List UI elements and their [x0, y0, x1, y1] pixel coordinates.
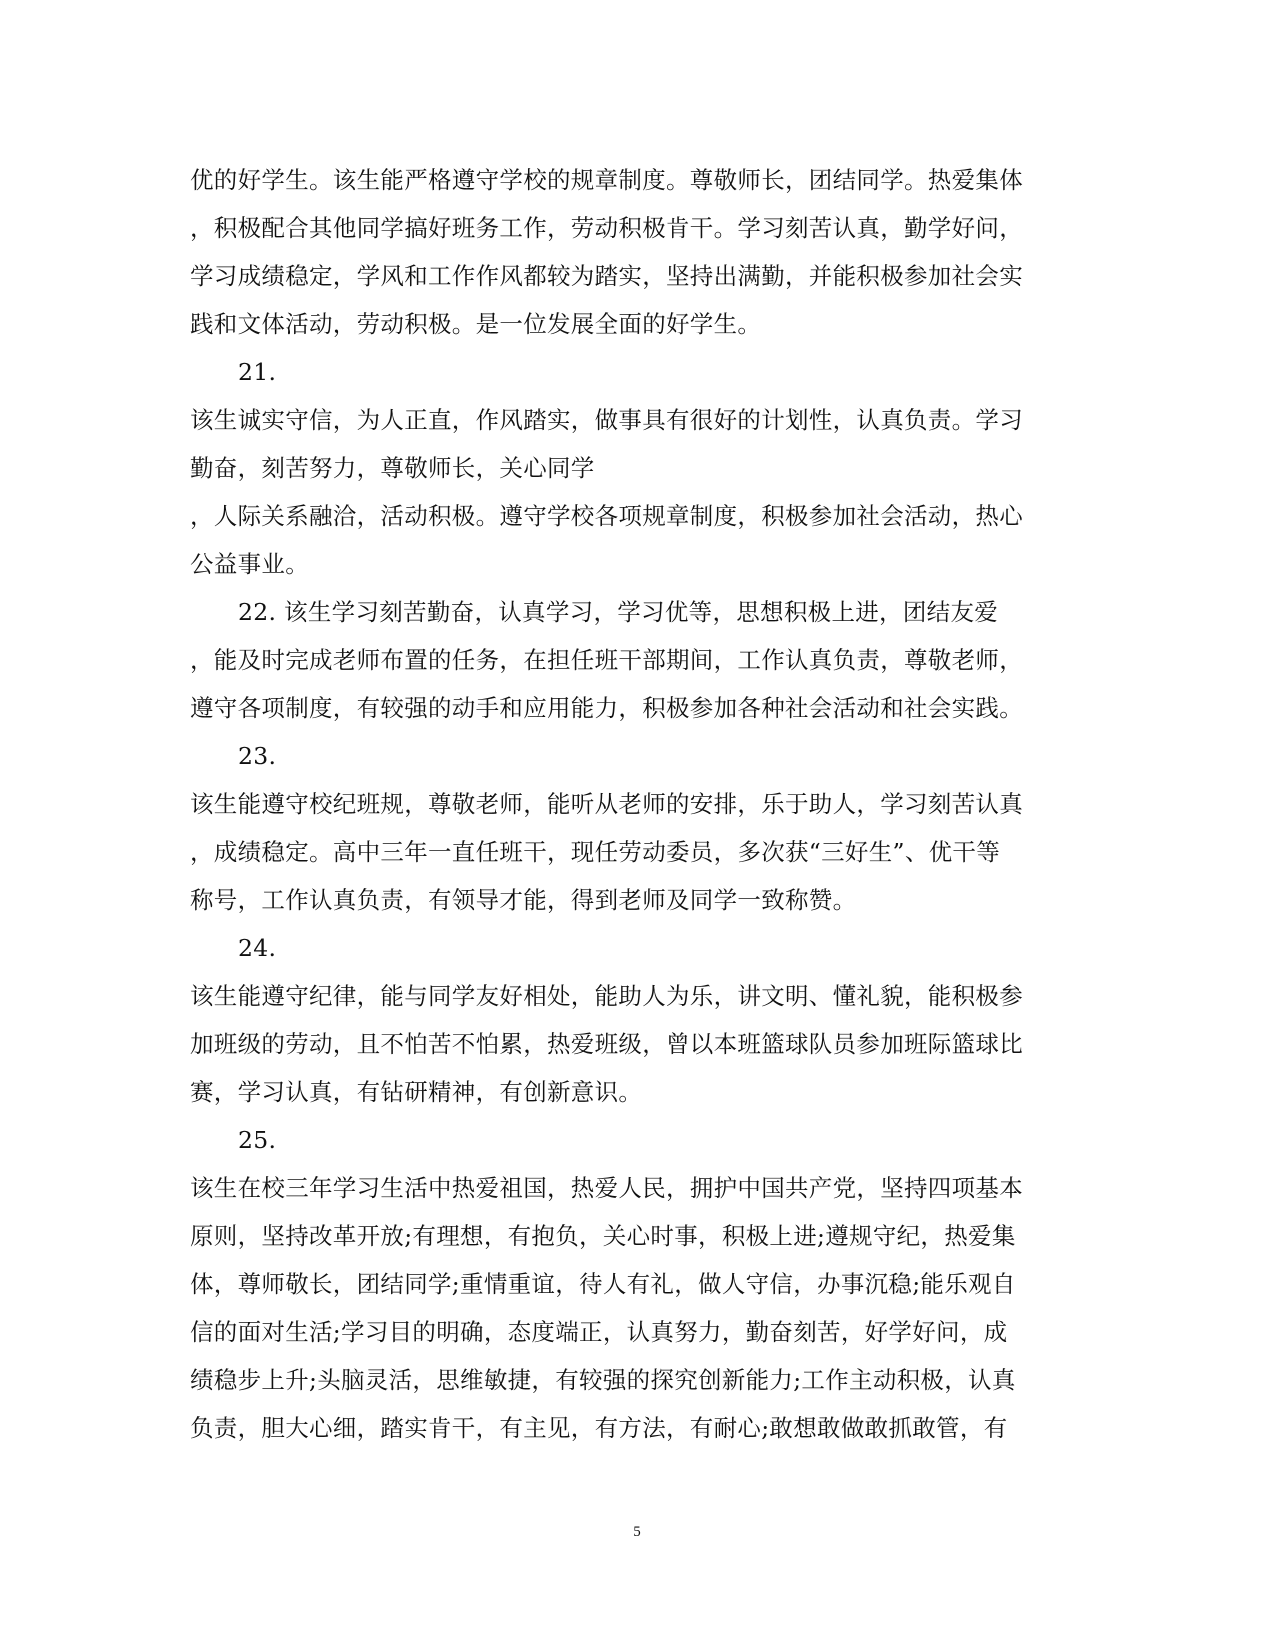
text-line: 体，尊师敬长，团结同学;重情重谊，待人有礼，做人守信，办事沉稳;能乐观自 — [190, 1270, 1016, 1298]
text-line: 学习成绩稳定，学风和工作作风都较为踏实，坚持出满勤，并能积极参加社会实 — [190, 262, 1023, 290]
text-line: 称号，工作认真负责，有领导才能，得到老师及同学一致称赞。 — [190, 886, 857, 914]
text-line: 赛，学习认真，有钻研精神，有创新意识。 — [190, 1078, 643, 1106]
text-line: 公益事业。 — [190, 550, 309, 578]
text-line: 负责，胆大心细，踏实肯干，有主见，有方法，有耐心;敢想敢做敢抓敢管，有 — [190, 1414, 1008, 1442]
item-number-line: 22. 该生学习刻苦勤奋，认真学习，学习优等，思想积极上进，团结友爱 — [238, 598, 999, 626]
page-number: 5 — [633, 1524, 641, 1540]
item-number-line: 21. — [238, 358, 277, 386]
text-line: ，积极配合其他同学搞好班务工作，劳动积极肯干。学习刻苦认真，勤学好问， — [190, 214, 1023, 242]
text-line: 该生能遵守校纪班规，尊敬老师，能听从老师的安排，乐于助人，学习刻苦认真 — [190, 790, 1023, 818]
text-line: 该生在校三年学习生活中热爱祖国，热爱人民，拥护中国共产党，坚持四项基本 — [190, 1174, 1023, 1202]
text-line: 该生能遵守纪律，能与同学友好相处，能助人为乐，讲文明、懂礼貌，能积极参 — [190, 982, 1023, 1010]
text-line: ，能及时完成老师布置的任务，在担任班干部期间，工作认真负责，尊敬老师， — [190, 646, 1023, 674]
text-line: 绩稳步上升;头脑灵活，思维敏捷，有较强的探究创新能力;工作主动积极，认真 — [190, 1366, 1016, 1394]
item-number-line: 23. — [238, 742, 277, 770]
text-line: 遵守各项制度，有较强的动手和应用能力，积极参加各种社会活动和社会实践。 — [190, 694, 1023, 722]
item-number-line: 25. — [238, 1126, 277, 1154]
text-line: ，人际关系融洽，活动积极。遵守学校各项规章制度，积极参加社会活动，热心 — [190, 502, 1023, 530]
text-line: 加班级的劳动，且不怕苦不怕累，热爱班级，曾以本班篮球队员参加班际篮球比 — [190, 1030, 1023, 1058]
item-number-line: 24. — [238, 934, 277, 962]
text-line: 原则，坚持改革开放;有理想，有抱负，关心时事，积极上进;遵规守纪，热爱集 — [190, 1222, 1016, 1250]
text-line: 信的面对生活;学习目的明确，态度端正，认真努力，勤奋刻苦，好学好问，成 — [190, 1318, 1008, 1346]
text-line: 该生诚实守信，为人正直，作风踏实，做事具有很好的计划性，认真负责。学习 — [190, 406, 1023, 434]
document-body — [190, 156, 1070, 1452]
text-line: 勤奋，刻苦努力，尊敬师长，关心同学 — [190, 454, 595, 482]
text-line: 践和文体活动，劳动积极。是一位发展全面的好学生。 — [190, 310, 762, 338]
text-line: ，成绩稳定。高中三年一直任班干，现任劳动委员，多次获“三好生”、优干等 — [190, 838, 1001, 866]
text-line: 优的好学生。该生能严格遵守学校的规章制度。尊敬师长，团结同学。热爱集体 — [190, 166, 1023, 194]
